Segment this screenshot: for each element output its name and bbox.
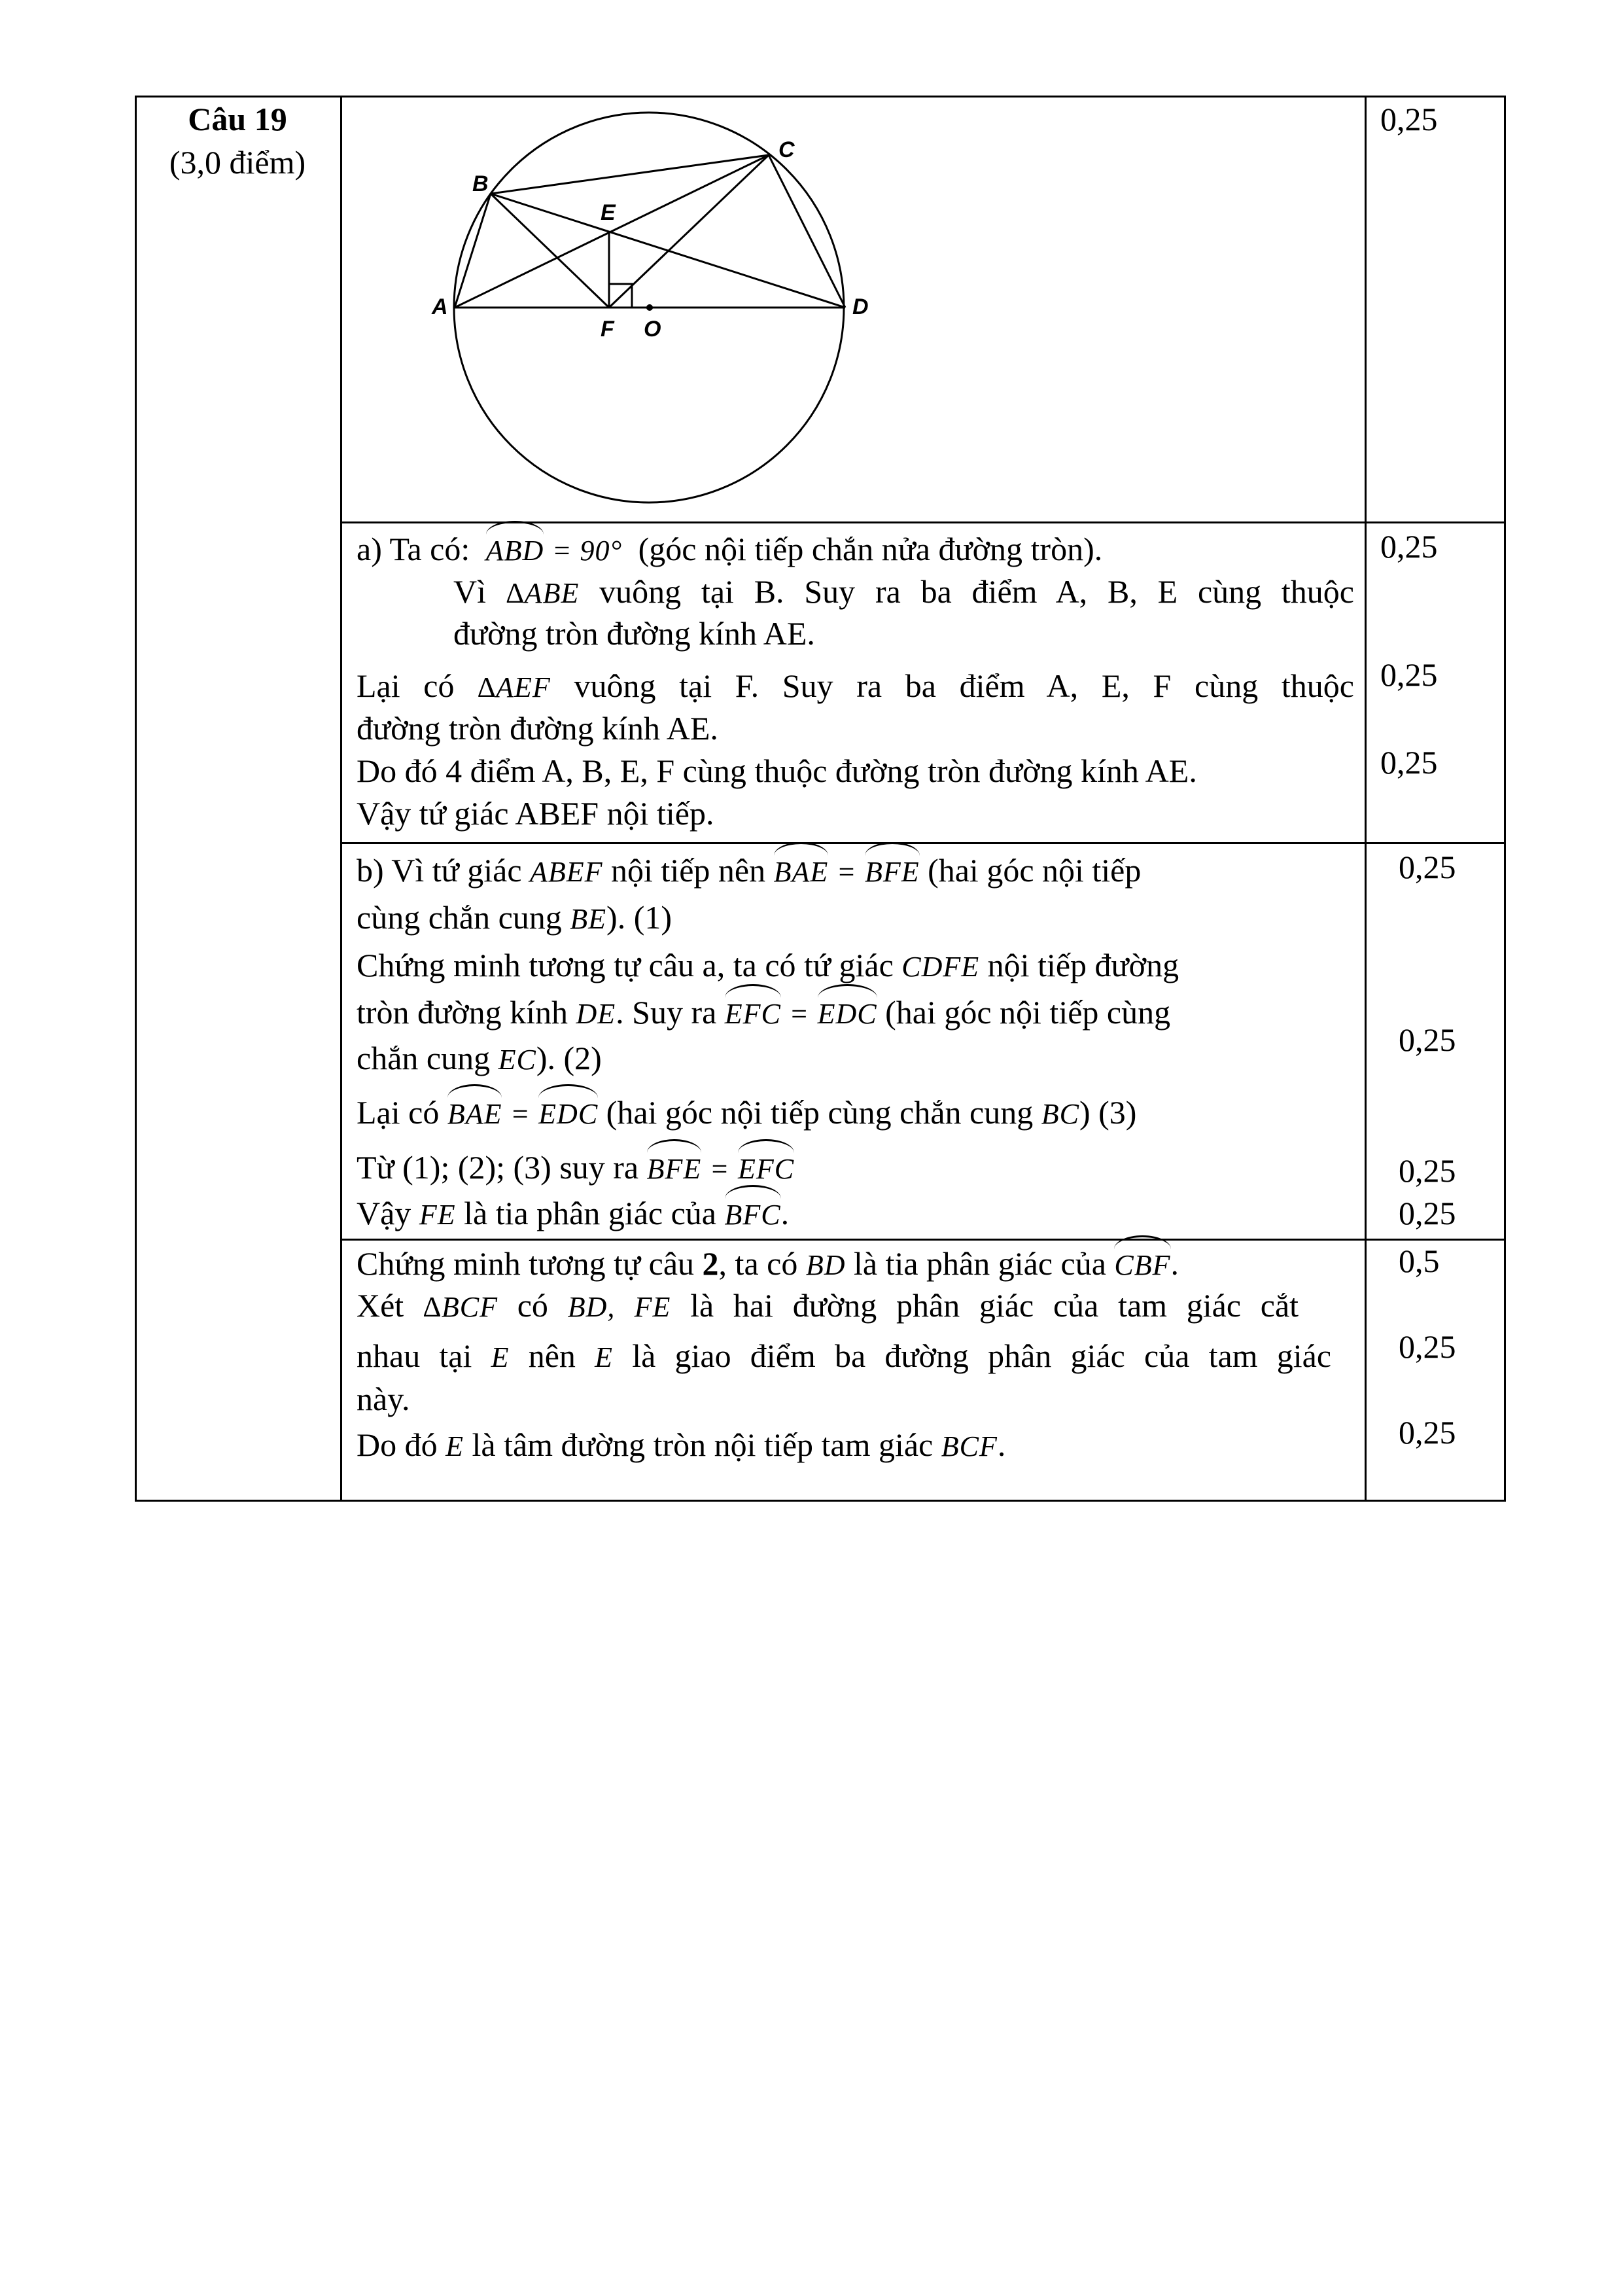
part-c-line-1: Chứng minh tương tự câu 2, ta có BD là tia phân giác của CBF. <box>357 1243 1179 1286</box>
segment-cf <box>609 155 769 308</box>
angle-bfc: BFC <box>725 1194 781 1236</box>
label-b: B <box>472 171 489 196</box>
angle-cbf: CBF <box>1114 1245 1170 1286</box>
segment-bf <box>491 194 609 308</box>
score-a2: 0,25 <box>1380 656 1438 693</box>
part-b-line-8: Vậy FE là tia phân giác của BFC. <box>357 1192 789 1236</box>
angle-bfe: BFE <box>865 851 920 893</box>
label-o: O <box>644 317 661 342</box>
score-c1: 0,5 <box>1399 1243 1440 1279</box>
part-c-line-2: Xét ∆BCF có BD, FE là hai đường phân giác của tam giác cắt <box>357 1287 1299 1324</box>
label-e: E <box>601 200 616 225</box>
part-b-line-3: Chứng minh tương tự câu a, ta có tứ giác CDFE nội tiếp đường <box>357 947 1179 983</box>
part-b-line-2: cùng chắn cung BE). (1) <box>357 899 672 936</box>
part-c-line-3: nhau tại E nên E là giao điểm ba đường phân giác của tam giác <box>357 1337 1332 1374</box>
label-c: C <box>778 137 795 162</box>
score-b1: 0,25 <box>1399 849 1456 885</box>
column-divider-1 <box>340 96 342 1502</box>
part-a-line-3: đường tròn đường kính AE. <box>453 615 815 652</box>
geometry-figure <box>393 98 916 517</box>
angle-bae-2: BAE <box>447 1093 502 1135</box>
question-points: (3,0 điểm) <box>169 144 306 181</box>
row-divider-2 <box>340 842 1506 844</box>
score-c3: 0,25 <box>1399 1414 1456 1451</box>
segment-ab <box>455 194 491 308</box>
part-a-line-5: đường tròn đường kính AE. <box>357 710 718 747</box>
angle-edc: EDC <box>818 993 877 1035</box>
point-o <box>646 304 653 311</box>
part-b-line-4: tròn đường kính DE. Suy ra EFC = EDC (hai góc nội tiếp cùng <box>357 991 1170 1035</box>
score-b2: 0,25 <box>1399 1021 1456 1058</box>
label-d: D <box>852 294 869 319</box>
part-b-line-5: chắn cung EC). (2) <box>357 1040 602 1076</box>
question-title: Câu 19 <box>188 101 287 137</box>
score-c2: 0,25 <box>1399 1328 1456 1365</box>
score-b4: 0,25 <box>1399 1195 1456 1231</box>
part-b-line-1: b) Vì tứ giác ABEF nội tiếp nên BAE = BFE (hai góc nội tiếp <box>357 849 1141 893</box>
score-figure: 0,25 <box>1380 101 1438 137</box>
angle-bae: BAE <box>774 851 829 893</box>
column-divider-2 <box>1365 96 1367 1502</box>
part-b-line-6: Lại có BAE = EDC (hai góc nội tiếp cùng chắn cung BC) (3) <box>357 1091 1136 1135</box>
angle-edc-2: EDC <box>538 1093 598 1135</box>
row-divider-3 <box>340 1239 1506 1241</box>
score-b3: 0,25 <box>1399 1152 1456 1189</box>
label-f: F <box>601 317 614 342</box>
part-c-line-5: Do đó E là tâm đường tròn nội tiếp tam giác BCF. <box>357 1426 1006 1463</box>
part-c-line-4: này. <box>357 1381 410 1417</box>
score-a3: 0,25 <box>1380 744 1438 781</box>
angle-efc-2: EFC <box>738 1148 794 1190</box>
angle-bfe-2: BFE <box>647 1148 702 1190</box>
part-b-line-7: Từ (1); (2); (3) suy ra BFE = EFC <box>357 1146 794 1190</box>
angle-abd: ABD <box>486 530 544 572</box>
score-a1: 0,25 <box>1380 528 1438 565</box>
part-a-line-7: Vậy tứ giác ABEF nội tiếp. <box>357 795 714 832</box>
part-a-line-6: Do đó 4 điểm A, B, E, F cùng thuộc đường tròn đường kính AE. <box>357 752 1197 789</box>
angle-efc: EFC <box>725 993 781 1035</box>
part-a-line-4: Lại có ∆AEF vuông tại F. Suy ra ba điểm A, E, F cùng thuộc <box>357 667 1354 704</box>
part-a-line-1: a) Ta có: ABD = 90° (góc nội tiếp chắn nửa đường tròn). <box>357 528 1102 572</box>
part-a-line-2: Vì ∆ABE vuông tại B. Suy ra ba điểm A, B, E cùng thuộc <box>453 573 1355 610</box>
label-a: A <box>432 294 448 319</box>
segment-cd <box>769 155 845 308</box>
